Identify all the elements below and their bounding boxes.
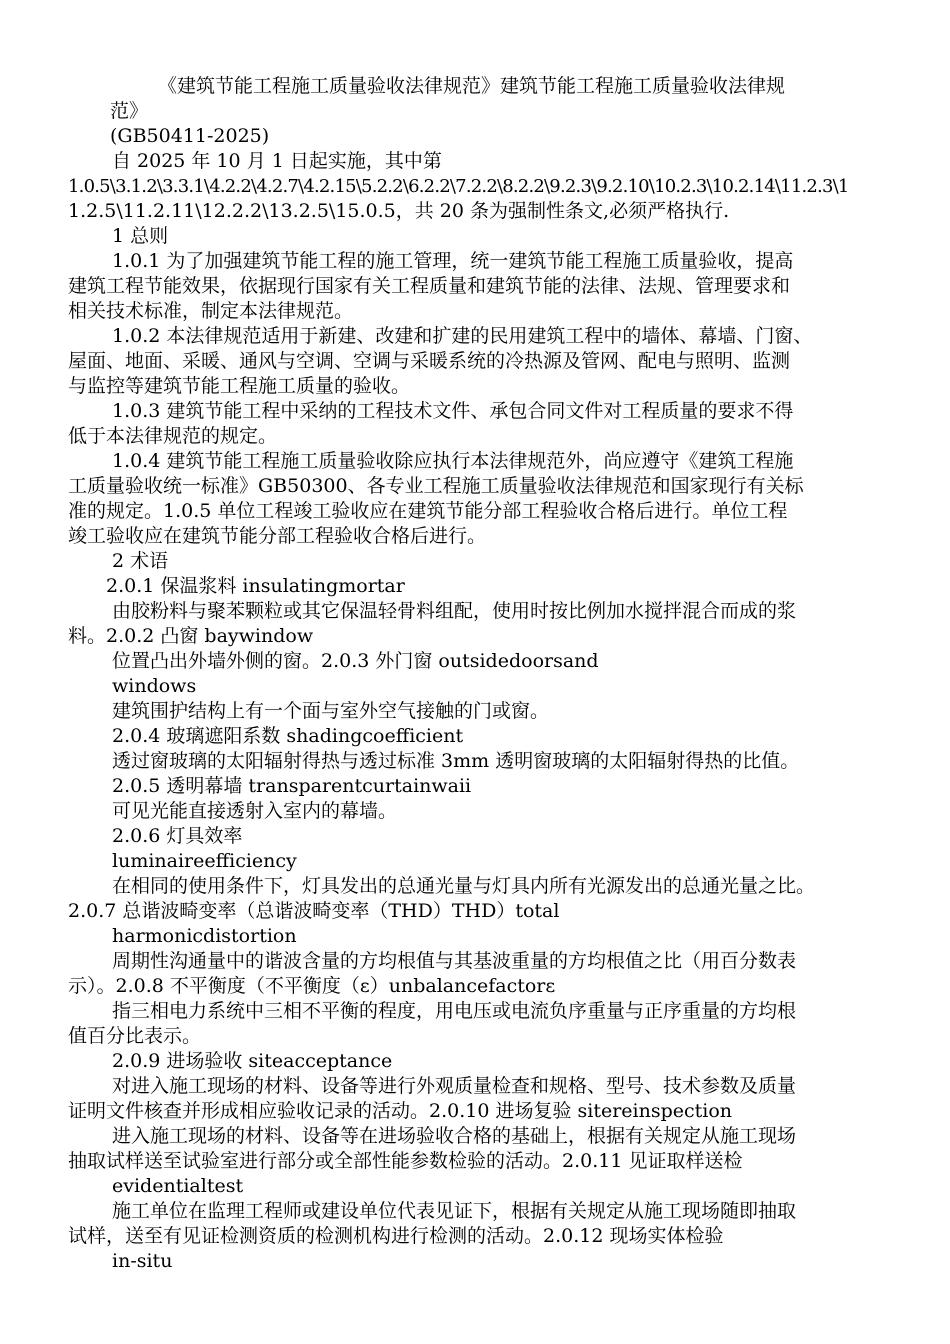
doc-line: luminaireefficiency: [112, 850, 297, 872]
doc-line: 建筑围护结构上有一个面与室外空气接触的门或窗。: [112, 700, 550, 722]
doc-line: evidentialtest: [112, 1175, 244, 1197]
doc-line: 抽取试样送至试验室进行部分或全部性能参数检验的活动。2.0.11 见证取样送检: [68, 1150, 743, 1172]
doc-line: 透过窗玻璃的太阳辐射得热与透过标准 3mm 透明窗玻璃的太阳辐射得热的比值。: [112, 750, 800, 772]
term-heading: 2.0.4 玻璃遮阳系数 shadingcoefficient: [112, 725, 464, 747]
doc-line: 自 2025 年 10 月 1 日起实施，其中第: [112, 150, 442, 172]
doc-line: 1.0.2 本法律规范适用于新建、改建和扩建的民用建筑工程中的墙体、幕墙、门窗、: [112, 325, 813, 347]
doc-line: 进入施工现场的材料、设备等在进场验收合格的基础上，根据有关规定从施工现场: [112, 1125, 797, 1147]
doc-line: 1.2.5\11.2.11\12.2.2\13.2.5\15.0.5，共 20 条为强制性条文,必须严格执行.: [68, 200, 730, 222]
doc-line: 施工单位在监理工程师或建设单位代表见证下，根据有关规定从施工现场随即抽取: [112, 1200, 797, 1222]
doc-line: 在相同的使用条件下，灯具发出的总通光量与灯具内所有光源发出的总通光量之比。: [112, 875, 816, 897]
doc-line: 由胶粉料与聚苯颗粒或其它保温轻骨料组配，使用时按比例加水搅拌混合而成的浆: [112, 600, 797, 622]
doc-line: windows: [112, 675, 197, 697]
doc-line: 值百分比表示。: [68, 1025, 202, 1047]
term-heading: 2.0.9 进场验收 siteacceptance: [112, 1050, 393, 1072]
doc-line: 料。2.0.2 凸窗 baywindow: [68, 625, 314, 647]
term-heading: 2.0.6 灯具效率: [112, 825, 243, 847]
section-heading: 1 总则: [112, 225, 169, 247]
doc-line: 与监控等建筑节能工程施工质量的验收。: [68, 375, 411, 397]
term-heading: 2.0.5 透明幕墙 transparentcurtainwaii: [112, 775, 472, 797]
doc-line: 1.0.1 为了加强建筑节能工程的施工管理，统一建筑节能工程施工质量验收，提高: [112, 250, 794, 272]
doc-line: 可见光能直接透射入室内的幕墙。: [112, 800, 398, 822]
doc-line: 竣工验收应在建筑节能分部工程验收合格后进行。: [68, 525, 487, 547]
doc-line: (GB50411-2025): [110, 125, 270, 147]
doc-line: in-situ: [112, 1250, 173, 1272]
doc-line: harmonicdistortion: [112, 925, 297, 947]
doc-line: 1.0.5\3.1.2\3.3.1\4.2.2\4.2.7\4.2.15\5.2.2\6.2.2\7.2.2\8.2.2\9.2.3\9.2.10\10.2.3\10.2.14\11.2.3\1: [68, 176, 849, 197]
doc-line: 相关技术标准，制定本法律规范。: [68, 300, 354, 322]
doc-line: 准的规定。1.0.5 单位工程竣工验收应在建筑节能分部工程验收合格后进行。单位工程: [68, 500, 788, 522]
term-heading: 2.0.7 总谐波畸变率（总谐波畸变率（THD）THD）total: [68, 900, 560, 922]
doc-line: 1.0.4 建筑节能工程施工质量验收除应执行本法律规范外，尚应遵守《建筑工程施: [112, 450, 794, 472]
doc-line: 屋面、地面、采暖、通风与空调、空调与采暖系统的冷热源及管网、配电与照明、监测: [68, 350, 791, 372]
doc-line: 周期性沟通量中的谐波含量的方均根值与其基波重量的方均根值之比（用百分数表: [112, 950, 797, 972]
doc-line: 对进入施工现场的材料、设备等进行外观质量检查和规格、型号、技术参数及质量: [112, 1075, 797, 1097]
doc-line: 建筑工程节能效果，依据现行国家有关工程质量和建筑节能的法律、法规、管理要求和: [68, 275, 791, 297]
doc-line: 1.0.3 建筑节能工程中采纳的工程技术文件、承包合同文件对工程质量的要求不得: [112, 400, 794, 422]
section-heading: 2 术语: [112, 550, 169, 572]
term-heading: 2.0.1 保温浆料 insulatingmortar: [106, 575, 405, 597]
doc-line: 工质量验收统一标准》GB50300、各专业工程施工质量验收法律规范和国家现行有关标: [68, 475, 804, 497]
doc-line: 范》: [110, 100, 149, 122]
doc-line: 位置凸出外墙外侧的窗。2.0.3 外门窗 outsidedoorsand: [112, 650, 599, 672]
doc-line: 证明文件核查并形成相应验收记录的活动。2.0.10 进场复验 sitereinspection: [68, 1100, 733, 1122]
doc-line: 示）。2.0.8 不平衡度（不平衡度（ε）unbalancefactorε: [68, 975, 556, 997]
doc-line: 《建筑节能工程施工质量验收法律规范》建筑节能工程施工质量验收法律规: [158, 75, 786, 97]
doc-line: 试样，送至有见证检测资质的检测机构进行检测的活动。2.0.12 现场实体检验: [68, 1225, 724, 1247]
doc-line: 低于本法律规范的规定。: [68, 425, 278, 447]
doc-line: 指三相电力系统中三相不平衡的程度，用电压或电流负序重量与正序重量的方均根: [112, 1000, 797, 1022]
